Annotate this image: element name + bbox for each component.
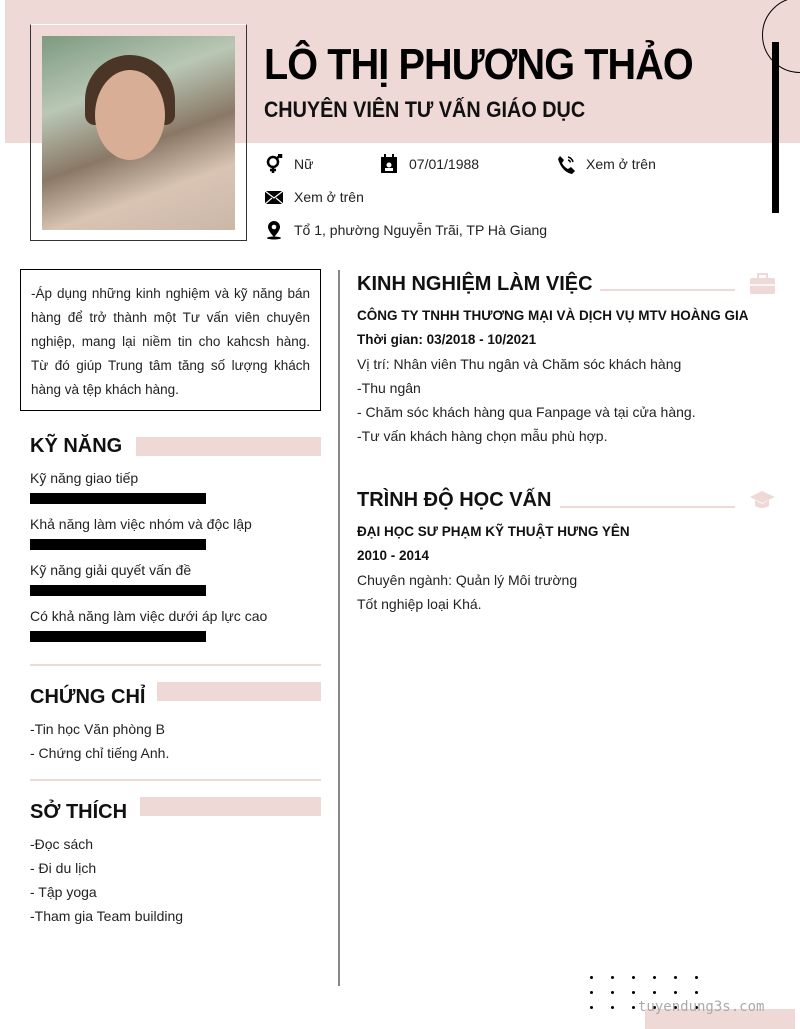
briefcase-icon [749,273,776,295]
certificates-list [30,717,169,765]
skill-level-bar [30,539,206,550]
candidate-name: LÔ THỊ PHƯƠNG THẢO [264,40,693,89]
experience-line: -Tư vấn khách hàng chọn mẫu phù hợp. [357,428,608,444]
hobby-item: - Tập yoga [30,884,97,900]
column-divider [338,270,340,986]
school-name: ĐẠI HỌC SƯ PHẠM KỸ THUẬT HƯNG YÊN [357,524,630,539]
section-divider [30,779,321,781]
certificate-item: -Tin học Văn phòng B [30,721,165,737]
skill-item [30,512,267,558]
education-entry [357,520,777,616]
certificates-heading: CHỨNG CHỈ [30,686,146,708]
skills-list [30,466,267,650]
experience-line: -Thu ngân [357,380,421,396]
experience-line: Vị trí: Nhân viên Thu ngân và Chăm sóc khách hàng [357,356,682,372]
education-years: 2010 - 2014 [357,548,430,563]
graduation-cap-icon [749,489,776,511]
hobbies-heading: SỞ THÍCH [30,801,128,823]
info-birthday [379,154,479,174]
education-heading-line [560,506,735,508]
gender-value: Nữ [294,156,314,172]
certificates-heading-bar [157,682,321,701]
experience-time: Thời gian: 03/2018 - 10/2021 [357,332,537,347]
hobby-item: -Tham gia Team building [30,908,184,924]
skill-name: Có khả năng làm việc dưới áp lực cao [30,608,268,624]
birthday-value: 07/01/1988 [409,156,480,172]
experience-line: - Chăm sóc khách hàng qua Fanpage và tại cửa hàng. [357,404,696,420]
skills-heading: KỸ NĂNG [30,435,123,457]
location-icon [264,220,284,240]
info-phone [556,154,656,174]
address-value: Tổ 1, phường Nguyễn Trãi, TP Hà Giang [294,222,548,238]
hobby-item: -Đọc sách [30,836,94,852]
gender-icon [264,154,284,174]
skill-name: Kỹ năng giao tiếp [30,470,139,486]
skills-heading-bar [136,437,321,456]
skill-level-bar [30,585,206,596]
info-address [264,220,547,240]
career-objective: -Áp dụng những kinh nghiệm và kỹ năng bán hàng để trở thành một Tư vấn viên chuyên nghiệp, mang lại niềm tin cho kahcsh hàng. Từ đó giúp Trung tâm tăng số lượng khách hàng và tệp khách hàng. [20,269,321,411]
hobby-item: - Đi du lịch [30,860,97,876]
watermark: tuyendung3s.com [638,999,765,1015]
certificate-item: - Chứng chỉ tiếng Anh. [30,745,170,761]
skill-level-bar [30,493,206,504]
email-value: Xem ở trên [294,189,364,205]
info-email [264,187,364,207]
company-name: CÔNG TY TNHH THƯƠNG MẠI VÀ DỊCH VỤ MTV HOÀNG GIA [357,308,749,323]
education-line: Chuyên ngành: Quản lý Môi trường [357,572,578,588]
email-icon [264,187,284,207]
skill-name: Kỹ năng giải quyết vấn đề [30,562,192,578]
experience-entry [357,304,777,448]
section-divider [30,664,321,666]
skill-item [30,558,267,604]
phone-icon [556,154,576,174]
skill-level-bar [30,631,206,642]
skill-item [30,604,267,650]
experience-heading-line [600,289,735,291]
skill-item [30,466,267,512]
skill-name: Khả năng làm việc nhóm và độc lập [30,516,252,532]
decor-bar [772,42,779,213]
phone-value: Xem ở trên [586,156,656,172]
hobbies-list [30,832,183,928]
info-gender [264,154,313,174]
hobbies-heading-bar [140,797,321,816]
experience-heading: KINH NGHIỆM LÀM VIỆC [357,273,593,295]
education-heading: TRÌNH ĐỘ HỌC VẤN [357,489,552,511]
calendar-icon [379,154,399,174]
education-line: Tốt nghiệp loại Khá. [357,596,482,612]
photo-face [95,70,165,160]
candidate-title: CHUYÊN VIÊN TƯ VẤN GIÁO DỤC [264,97,586,122]
